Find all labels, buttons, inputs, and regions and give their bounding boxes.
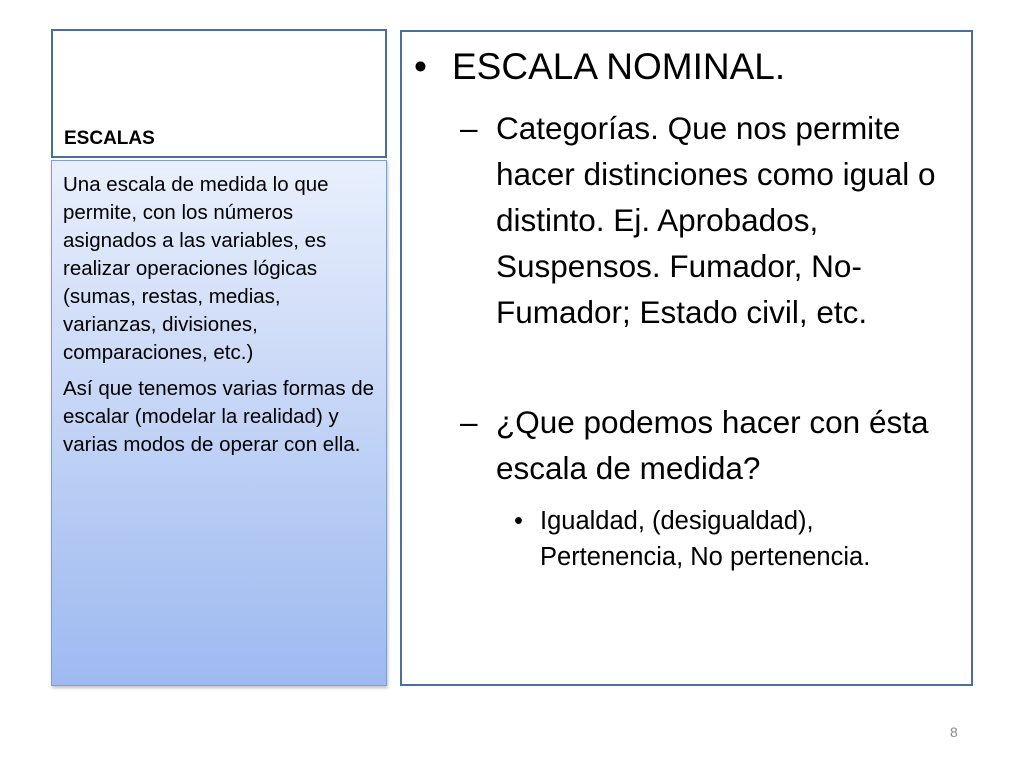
- bullet-dot-icon: •: [514, 507, 523, 535]
- slide-title: ESCALAS: [64, 128, 155, 149]
- title-box: [51, 29, 387, 158]
- heading-text: ESCALA NOMINAL.: [452, 46, 786, 87]
- left-text-panel: [51, 160, 387, 686]
- sub-bullet-question: [460, 399, 950, 491]
- dash-icon: –: [460, 110, 478, 146]
- sub-bullet-text: Categorías. Que nos permite hacer distinciones como igual o distinto. Ej. Aprobados, Suspensos. Fumador, No-Fumador; Estado civil, etc.: [496, 110, 936, 330]
- left-paragraph-2: Así que tenemos varias formas de escalar (modelar la realidad) y varias modos de operar con ella.: [63, 377, 375, 456]
- left-paragraph-1: Una escala de medida lo que permite, con los números asignados a las variables, es realizar operaciones lógicas (sumas, restas, medias, varianzas, divisiones, comparaciones, etc.): [63, 173, 329, 364]
- dash-icon: –: [460, 404, 478, 440]
- sub-bullet-categories: [460, 105, 950, 335]
- sub-bullet-text: ¿Que podemos hacer con ésta escala de medida?: [496, 404, 929, 486]
- detail-bullet: [514, 503, 954, 575]
- detail-bullet-text: Igualdad, (desigualdad), Pertenencia, No pertenencia.: [540, 507, 871, 571]
- bullet-dot-icon: •: [414, 46, 427, 87]
- right-content-panel: [400, 30, 973, 686]
- slide-number: 8: [950, 724, 958, 740]
